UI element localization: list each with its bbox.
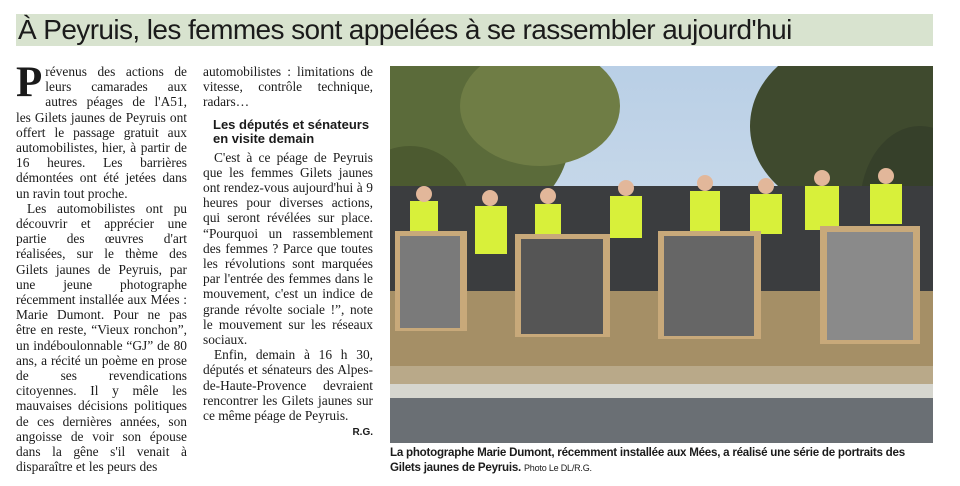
paragraph-2: Les automobilistes ont pu découvrir et apprécier une partie des œuvres d'art réalisées, sur le thème des Gilets jaunes de Peyruis, par une jeune photographe récemment installée aux Mées : Marie Dumont. Pour ne pas être en reste, “Vieux ronchon”, un indéboulonnable “GJ” de 80 ans, a récité un poème en prose de ses revendications citoyennes. Il y mêle les mauvaises décisions politiques de ces dernières années, son angoisse de voir son épouse dans la gêne s'il venait à disparaître et les peurs des bbox=[16, 200, 187, 475]
caption-text: La photographe Marie Dumont, récemment installée aux Mées, a réalisé une série de portraits des Gilets jaunes de Peyruis. bbox=[390, 446, 905, 474]
subheading: Les députés et sénateurs en visite demain bbox=[213, 116, 370, 146]
photo-caption bbox=[390, 445, 935, 476]
photo-credit: Photo Le DL/R.G. bbox=[524, 463, 592, 473]
drop-cap: P bbox=[16, 59, 43, 106]
paragraph-3: automobilistes : limitations de vitesse, contrôle technique, radars… bbox=[203, 64, 373, 110]
author-signature: R.G. bbox=[352, 427, 373, 439]
paragraph-1-text: révenus des actions de leurs camarades aux autres péages de l'A51, les Gilets jaunes de Peyruis ont offert le passage gratuit aux automobilistes, hier, à partir de 16 heures. Les barrières démontées ont été jetées dans un ravin tout proche. bbox=[16, 64, 187, 201]
article-column-2 bbox=[203, 64, 373, 440]
paragraph-1 bbox=[16, 59, 187, 201]
group-photo-icon bbox=[390, 66, 933, 443]
paragraph-5: Enfin, demain à 16 h 30, députés et sénateurs des Alpes-de-Haute-Provence devraient rencontrer les Gilets jaunes sur ce même péage de Peyruis. bbox=[203, 347, 373, 424]
article-column-1 bbox=[16, 59, 187, 475]
headline: À Peyruis, les femmes sont appelées à se rassembler aujourd'hui bbox=[16, 14, 933, 46]
paragraph-4: C'est à ce péage de Peyruis que les femmes Gilets jaunes ont rendez-vous aujourd'hui à 9 heures pour diverses actions, qui seront révélées sur place. “Pourquoi un rassemblement des femmes ? Parce que toutes les révolutions sont marquées par l'entrée des femmes dans le mouvement, c'est un indice de grande révolte sociale !”, note le mouvement sur les réseaux sociaux. bbox=[203, 149, 373, 348]
article-photo bbox=[390, 66, 933, 443]
